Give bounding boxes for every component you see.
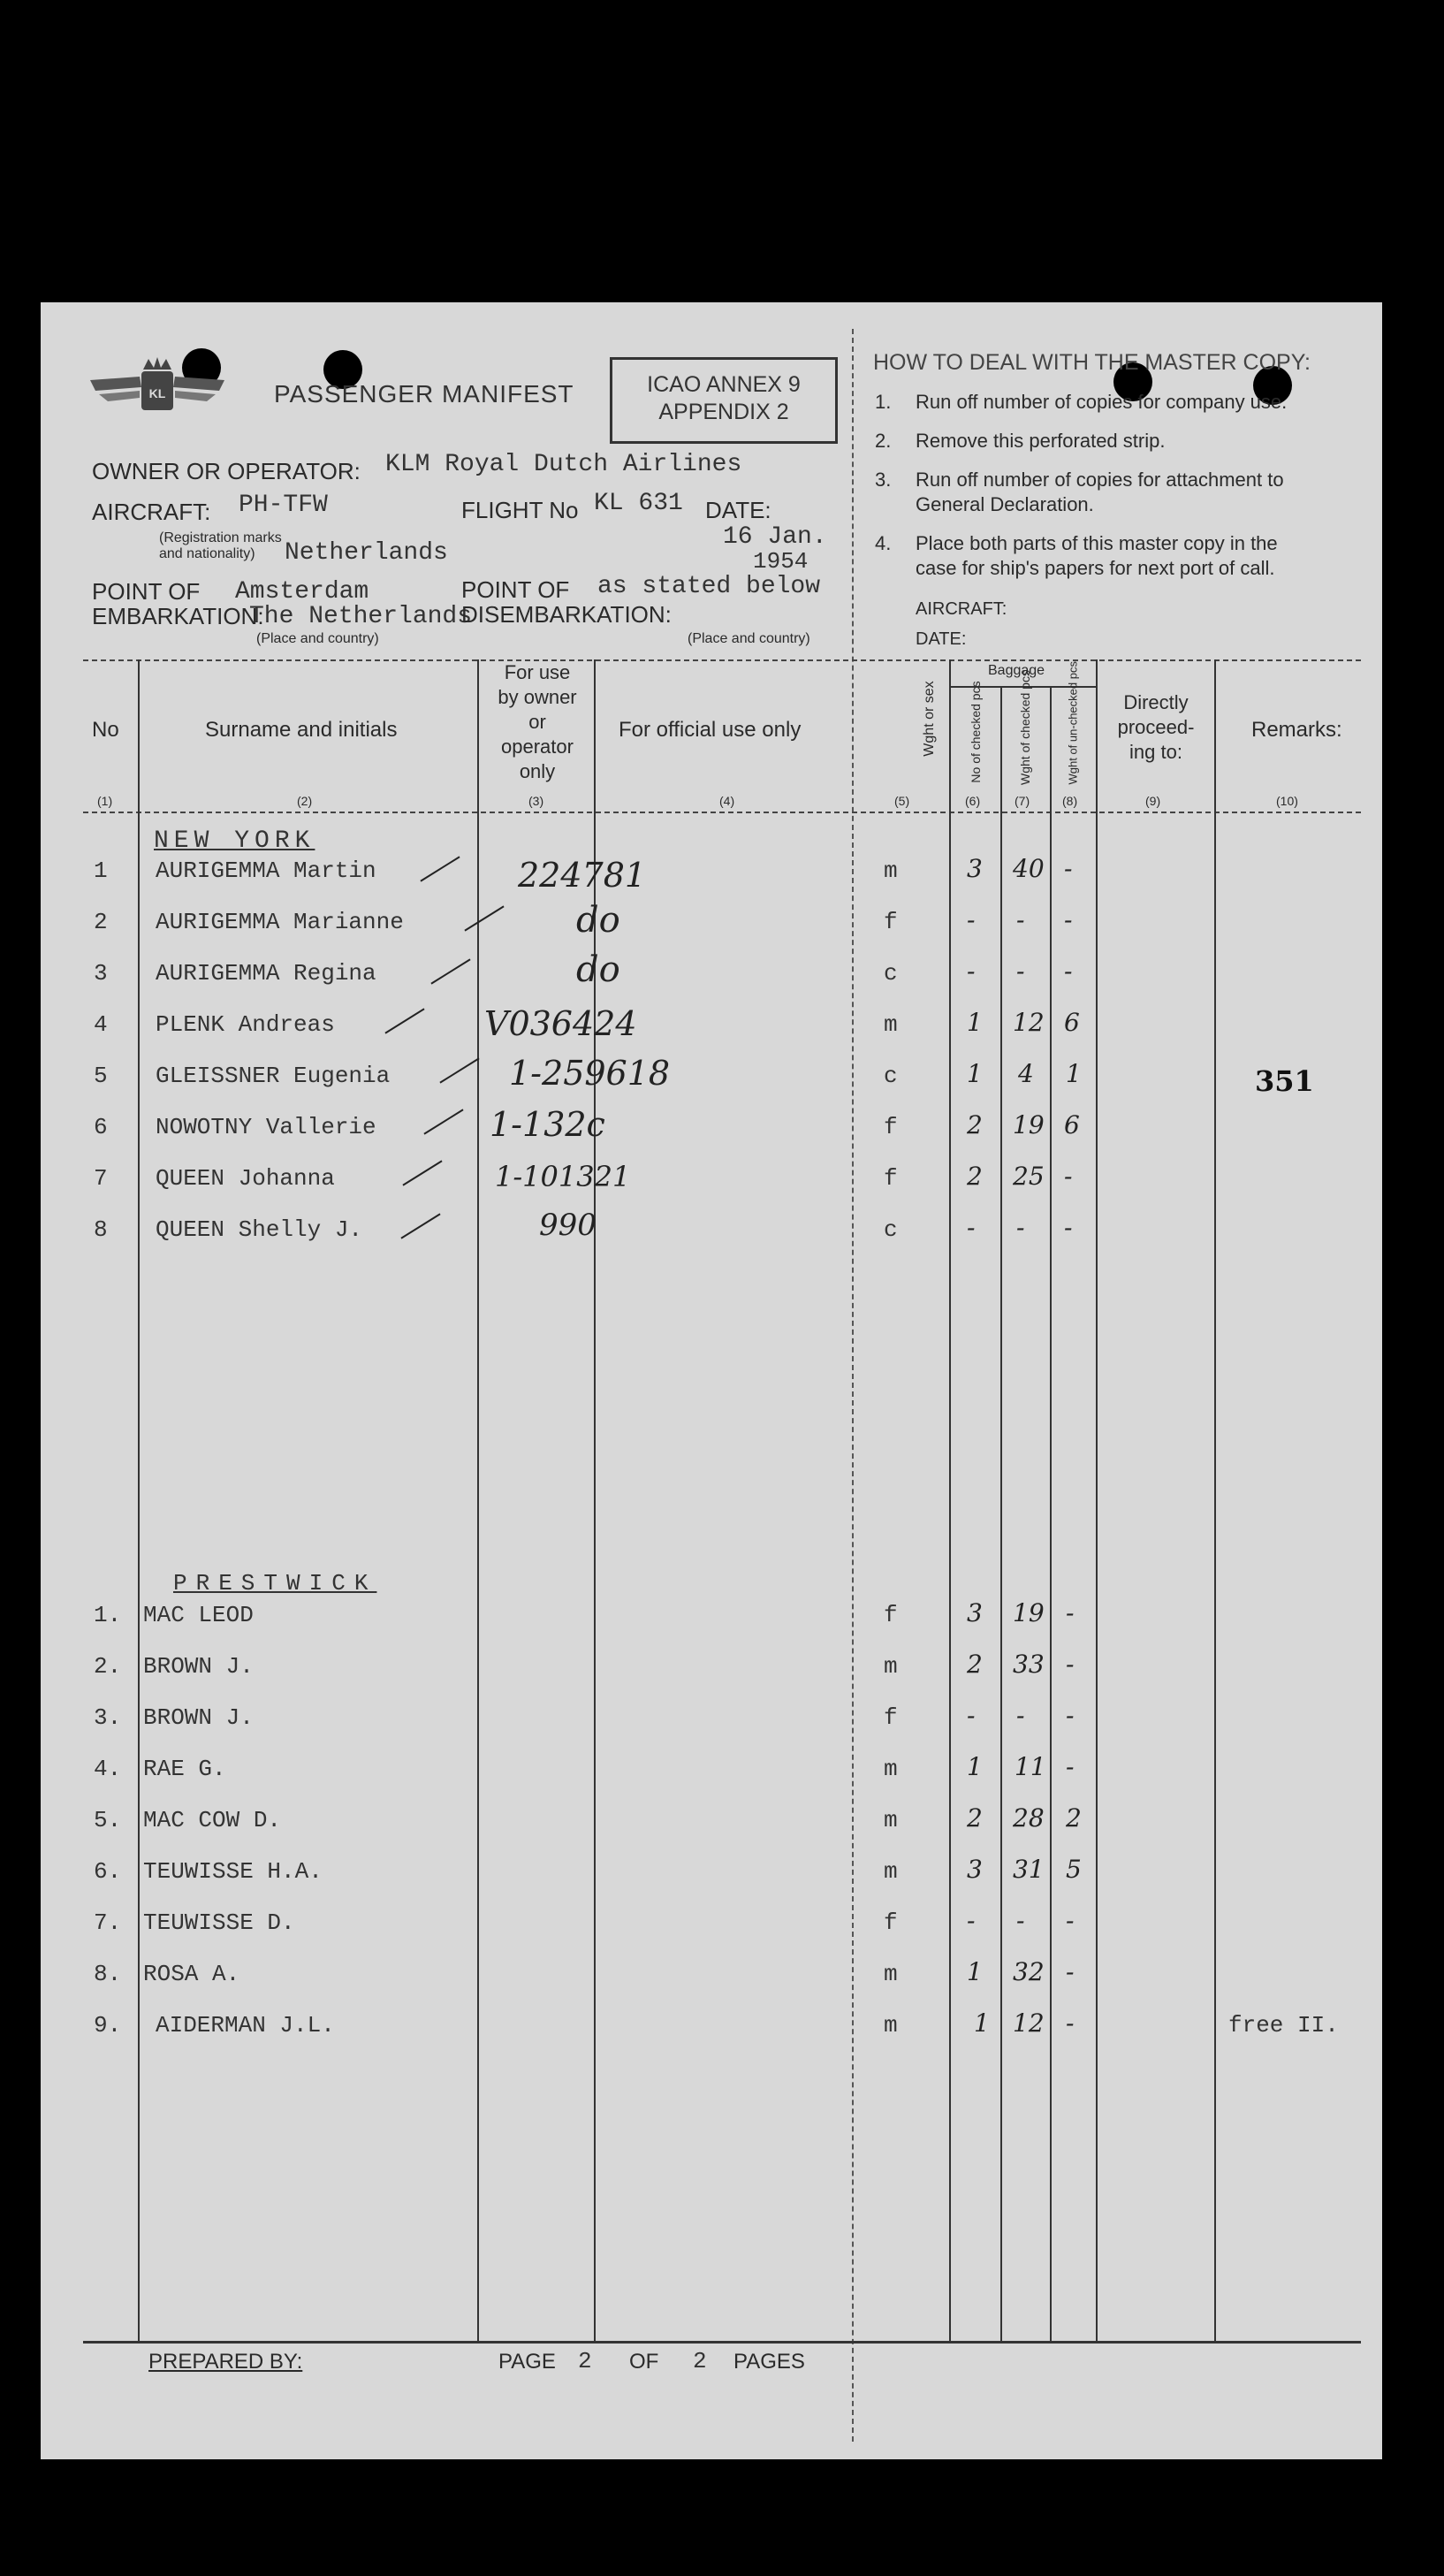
- row-pcs: -: [967, 956, 976, 986]
- col-index: (5): [894, 794, 910, 808]
- instruction-text-4a: Place both parts of this master copy in the: [916, 532, 1278, 554]
- col-header-direct-1: Directly: [1123, 691, 1189, 713]
- row-pcs: -: [967, 1213, 976, 1242]
- check-mark: [402, 1160, 442, 1185]
- row-no: 1: [94, 857, 108, 884]
- row-sex: f: [884, 909, 898, 935]
- col-index: (1): [97, 794, 113, 808]
- row-sex: c: [884, 1063, 898, 1089]
- row-unchecked: 5: [1066, 1855, 1082, 1884]
- row-name: BROWN J.: [143, 1653, 254, 1680]
- row-sex: m: [884, 857, 898, 884]
- row-no: 7: [94, 1165, 108, 1192]
- col-header-remarks: Remarks:: [1251, 718, 1342, 742]
- row-name: AURIGEMMA Martin: [156, 857, 376, 884]
- instruction-num-1: 1.: [875, 391, 892, 413]
- row-pcs: -: [967, 905, 976, 934]
- col-index: (2): [297, 794, 313, 808]
- row-wght: 40: [1013, 854, 1045, 883]
- col-index: (6): [965, 794, 981, 808]
- row-no: 6: [94, 1114, 108, 1140]
- col-divider-2: [477, 659, 479, 2341]
- row-pcs: 2: [967, 1650, 983, 1679]
- check-mark: [420, 856, 460, 881]
- row-official: 1-132c: [490, 1105, 605, 1144]
- col-divider-9: [1214, 659, 1216, 2341]
- row-wght: 31: [1013, 1855, 1045, 1884]
- row-no: 3.: [94, 1704, 122, 1731]
- row-wght: -: [1016, 905, 1025, 934]
- row-unchecked: -: [1066, 1650, 1075, 1679]
- row-unchecked: -: [1066, 1957, 1075, 1986]
- row-sex: f: [884, 1909, 898, 1936]
- registration-note-2: and nationality): [159, 546, 255, 561]
- page-label: PAGE: [498, 2350, 556, 2374]
- col-index: (3): [528, 794, 544, 808]
- disembark-label-2: DISEMBARKATION:: [461, 601, 672, 628]
- row-unchecked: -: [1066, 2008, 1075, 2038]
- icao-line-2: APPENDIX 2: [658, 400, 789, 424]
- group-heading-prestwick: PRESTWICK: [173, 1570, 377, 1597]
- embark-value-2: The Netherlands: [249, 603, 473, 630]
- row-no: 2.: [94, 1653, 122, 1680]
- row-name: PLENK Andreas: [156, 1011, 335, 1038]
- icao-box: [610, 357, 838, 444]
- row-wght: 4: [1018, 1059, 1034, 1088]
- row-official: do: [576, 949, 620, 990]
- col-header-owner-2: by owner: [498, 686, 577, 708]
- row-pcs: -: [967, 1701, 976, 1730]
- row-sex: m: [884, 2012, 898, 2039]
- row-sex: f: [884, 1602, 898, 1628]
- row-no: 3: [94, 960, 108, 987]
- row-unchecked: -: [1064, 1162, 1073, 1191]
- row-wght: -: [1016, 956, 1025, 986]
- row-name: QUEEN Johanna: [156, 1165, 335, 1192]
- row-name: TEUWISSE H.A.: [143, 1858, 323, 1885]
- instruction-num-3: 3.: [875, 469, 892, 491]
- row-pcs: 3: [967, 1598, 983, 1627]
- embark-label-2: EMBARKATION:: [92, 603, 264, 629]
- flight-label: FLIGHT No: [461, 497, 579, 523]
- row-unchecked: -: [1064, 854, 1073, 883]
- perforation-line: [852, 329, 854, 2442]
- row-name: BROWN J.: [143, 1704, 254, 1731]
- col-header-owner-3: or: [528, 711, 546, 733]
- row-pcs: 1: [974, 2008, 990, 2038]
- row-wght: 12: [1013, 1008, 1045, 1037]
- embark-label-1: POINT OF: [92, 578, 201, 605]
- owner-value: KLM Royal Dutch Airlines: [385, 451, 742, 478]
- klm-crown-logo-icon: [87, 355, 228, 417]
- page-number: 2: [578, 2348, 592, 2374]
- row-wght: -: [1016, 1701, 1025, 1730]
- row-pcs: 2: [967, 1162, 983, 1191]
- row-sex: m: [884, 1961, 898, 1987]
- row-name: AURIGEMMA Marianne: [156, 909, 404, 935]
- date-label: DATE:: [705, 497, 771, 523]
- row-wght: 32: [1013, 1957, 1045, 1986]
- row-sex: m: [884, 1011, 898, 1038]
- row-wght: 28: [1013, 1803, 1045, 1833]
- instructions-title: HOW TO DEAL WITH THE MASTER COPY:: [873, 350, 1311, 375]
- remarks-stamp: 351: [1255, 1064, 1314, 1098]
- row-unchecked: 6: [1064, 1110, 1080, 1139]
- col-header-direct-2: proceed-: [1117, 716, 1195, 738]
- row-no: 6.: [94, 1858, 122, 1885]
- row-sex: m: [884, 1807, 898, 1833]
- nationality-value: Netherlands: [285, 539, 448, 567]
- col-index: (9): [1145, 794, 1161, 808]
- check-mark: [400, 1213, 440, 1238]
- instruction-text-4b: case for ship's papers for next port of call.: [916, 557, 1275, 579]
- place-note-disembark: (Place and country): [688, 631, 810, 646]
- col-header-unchecked-wght: Wght of un-checked pcs: [1066, 661, 1080, 785]
- owner-label: OWNER OR OPERATOR:: [92, 458, 361, 484]
- row-no: 7.: [94, 1909, 122, 1936]
- svg-text:KL: KL: [148, 386, 166, 400]
- header-bottom-rule: [83, 812, 1361, 813]
- row-wght: -: [1016, 1213, 1025, 1242]
- row-sex: f: [884, 1165, 898, 1192]
- row-unchecked: 2: [1066, 1803, 1082, 1833]
- row-wght: 19: [1013, 1598, 1045, 1627]
- row-no: 8: [94, 1216, 108, 1243]
- row-pcs: 2: [967, 1803, 983, 1833]
- row-wght: 11: [1015, 1752, 1046, 1781]
- row-unchecked: -: [1064, 1213, 1073, 1242]
- disembark-label-1: POINT OF: [461, 576, 570, 603]
- manifest-sheet: [41, 302, 1382, 2459]
- instruction-text-1: Run off number of copies for company use.: [916, 391, 1288, 413]
- row-name: ROSA A.: [143, 1961, 240, 1987]
- row-pcs: 1: [967, 1008, 983, 1037]
- row-remarks: free II.: [1228, 2012, 1339, 2039]
- row-wght: 12: [1013, 2008, 1045, 2038]
- prepared-by-label: PREPARED BY:: [148, 2350, 303, 2374]
- row-wght: 33: [1013, 1650, 1045, 1679]
- row-unchecked: -: [1066, 1701, 1075, 1730]
- instruction-text-2: Remove this perforated strip.: [916, 430, 1166, 452]
- of-label: OF: [629, 2350, 659, 2374]
- row-wght: 25: [1013, 1162, 1045, 1191]
- instruction-num-4: 4.: [875, 532, 892, 554]
- row-sex: c: [884, 1216, 898, 1243]
- row-sex: m: [884, 1756, 898, 1782]
- flight-value: KL 631: [594, 490, 683, 517]
- icao-line-1: ICAO ANNEX 9: [647, 372, 801, 397]
- embark-value-1: Amsterdam: [235, 578, 369, 606]
- row-wght: 19: [1013, 1110, 1045, 1139]
- col-header-baggage: Baggage: [988, 663, 1045, 678]
- row-sex: f: [884, 1114, 898, 1140]
- row-sex: f: [884, 1704, 898, 1731]
- col-index: (7): [1015, 794, 1030, 808]
- col-divider-6: [1000, 686, 1002, 2341]
- group-heading-new-york: NEW YORK: [154, 827, 315, 855]
- date-value-1: 16 Jan.: [723, 523, 827, 551]
- table-bottom-rule: [83, 2341, 1361, 2344]
- row-official: 1-259618: [509, 1054, 671, 1093]
- col-header-owner-1: For use: [504, 661, 571, 683]
- date-value-2: 1954: [753, 548, 809, 575]
- row-pcs: 3: [967, 854, 983, 883]
- row-name: MAC LEOD: [143, 1602, 254, 1628]
- col-header-surname: Surname and initials: [205, 718, 398, 742]
- disembark-value: as stated below: [597, 573, 821, 600]
- place-note-embark: (Place and country): [256, 631, 379, 646]
- row-name: AURIGEMMA Regina: [156, 960, 376, 987]
- instruction-text-3b: General Declaration.: [916, 493, 1094, 515]
- row-name: QUEEN Shelly J.: [156, 1216, 363, 1243]
- row-official: V036424: [484, 1004, 637, 1043]
- row-sex: c: [884, 960, 898, 987]
- row-name: TEUWISSE D.: [143, 1909, 295, 1936]
- row-no: 8.: [94, 1961, 122, 1987]
- aircraft-label: AIRCRAFT:: [92, 499, 211, 525]
- col-header-checked-pcs: No of checked pcs: [969, 681, 983, 783]
- check-mark: [423, 1109, 463, 1134]
- row-no: 5: [94, 1063, 108, 1089]
- row-unchecked: 6: [1064, 1008, 1080, 1037]
- col-divider-8: [1096, 659, 1098, 2341]
- row-pcs: -: [967, 1906, 976, 1935]
- check-mark: [464, 905, 504, 931]
- row-no: 1.: [94, 1602, 122, 1628]
- col-index: (8): [1062, 794, 1078, 808]
- col-header-direct-3: ing to:: [1129, 741, 1182, 763]
- row-pcs: 1: [967, 1957, 983, 1986]
- table-top-rule: [83, 659, 1361, 661]
- row-name: RAE G.: [143, 1756, 226, 1782]
- row-official: 1-101321: [495, 1160, 631, 1193]
- row-sex: m: [884, 1858, 898, 1885]
- row-unchecked: -: [1066, 1598, 1075, 1627]
- pages-label: PAGES: [733, 2350, 805, 2374]
- row-official: 990: [539, 1208, 597, 1243]
- row-pcs: 3: [967, 1855, 983, 1884]
- col-divider-1: [138, 659, 140, 2341]
- check-mark: [430, 958, 470, 984]
- instructions-aircraft-label: AIRCRAFT:: [916, 599, 1007, 619]
- col-divider-5: [949, 659, 951, 2341]
- row-no: 4.: [94, 1756, 122, 1782]
- row-name: MAC COW D.: [143, 1807, 282, 1833]
- col-header-checked-wght: Wght of checked pcs: [1018, 670, 1032, 785]
- row-name: AIDERMAN J.L.: [156, 2012, 335, 2039]
- instruction-num-2: 2.: [875, 430, 892, 452]
- page-total: 2: [693, 2348, 707, 2374]
- row-pcs: 1: [967, 1752, 983, 1781]
- row-unchecked: -: [1066, 1906, 1075, 1935]
- row-name: GLEISSNER Eugenia: [156, 1063, 391, 1089]
- form-title: PASSENGER MANIFEST: [274, 380, 574, 408]
- col-header-owner-5: only: [519, 760, 556, 782]
- row-sex: m: [884, 1653, 898, 1680]
- col-header-weight-sex: Wght or sex: [922, 681, 937, 757]
- row-unchecked: -: [1064, 905, 1073, 934]
- row-no: 2: [94, 909, 108, 935]
- col-header-owner-4: operator: [501, 735, 574, 758]
- row-official: do: [576, 900, 620, 941]
- instruction-text-3a: Run off number of copies for attachment to: [916, 469, 1284, 491]
- row-pcs: 1: [967, 1059, 983, 1088]
- row-official: 224781: [518, 856, 647, 895]
- row-unchecked: -: [1066, 1752, 1075, 1781]
- aircraft-value: PH-TFW: [239, 492, 328, 519]
- col-header-no: No: [92, 718, 119, 742]
- row-no: 9.: [94, 2012, 122, 2039]
- check-mark: [439, 1057, 479, 1083]
- instructions-date-label: DATE:: [916, 629, 967, 649]
- check-mark: [384, 1008, 424, 1033]
- col-header-official: For official use only: [619, 718, 802, 742]
- col-divider-7: [1050, 686, 1052, 2341]
- row-name: NOWOTNY Vallerie: [156, 1114, 376, 1140]
- row-pcs: 2: [967, 1110, 983, 1139]
- row-unchecked: -: [1064, 956, 1073, 986]
- row-no: 4: [94, 1011, 108, 1038]
- col-index: (4): [719, 794, 735, 808]
- row-no: 5.: [94, 1807, 122, 1833]
- row-wght: -: [1016, 1906, 1025, 1935]
- col-index: (10): [1276, 794, 1298, 808]
- row-unchecked: 1: [1066, 1059, 1082, 1088]
- registration-note-1: (Registration marks: [159, 530, 282, 545]
